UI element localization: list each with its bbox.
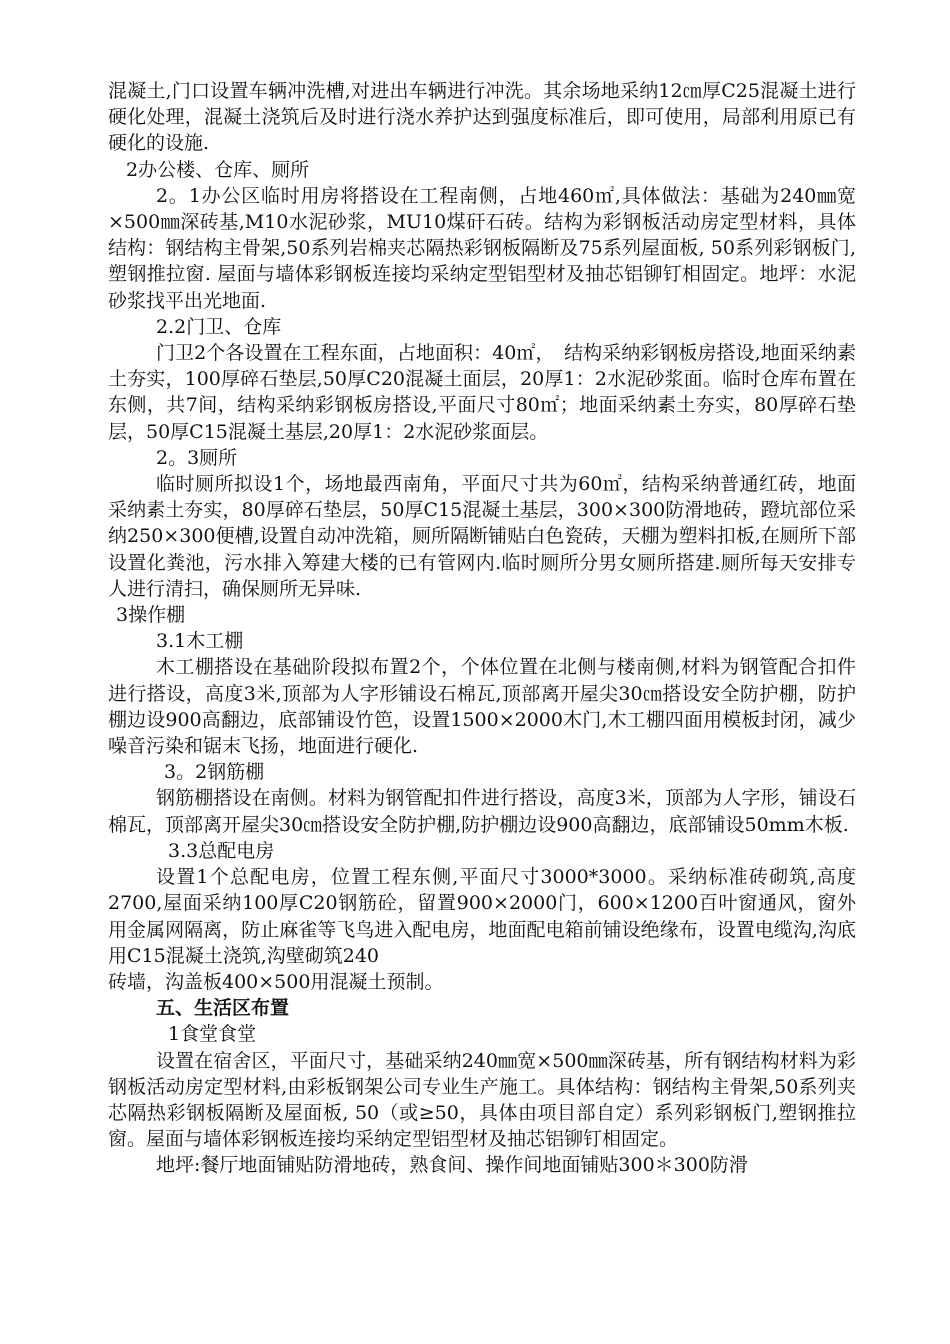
- heading-guardhouse-warehouse: 2.2门卫、仓库: [156, 315, 282, 338]
- heading-carpentry-shed: 3.1木工棚: [156, 630, 244, 653]
- heading-rebar-shed: 3。2钢筋棚: [164, 761, 265, 784]
- paragraph-office-area: 2。1办公区临时用房将搭设在工程南侧，占地460㎡,具体做法：基础为240㎜宽×500㎜深砖基,M10水泥砂浆，MU10煤矸石砖。结构为彩钢板活动房定型材料，具体结构：钢结构主骨架,50系列岩棉夹芯隔热彩钢板隔断及75系列屋面板, 50系列彩钢板门,塑钢推拉窗. 屋面与墙体彩钢板连接均采纳定型铝型材及抽芯铝铆钉相固定。地坪：水泥砂浆找平出光地面.: [108, 184, 856, 312]
- heading-power-room: 3.3总配电房: [168, 839, 275, 862]
- heading-work-sheds: 3操作棚: [116, 604, 186, 627]
- paragraph-guardhouse-warehouse: 门卫2个各设置在工程东面，占地面积：40㎡， 结构采纳彩钢板房搭设,地面采纳素土夯实，100厚碎石垫层,50厚C20混凝土面层，20厚1：2水泥砂浆面。临时仓库布置在东侧，共7间，结构采纳彩钢板房搭设,平面尺寸80㎡；地面采纳素土夯实，80厚碎石垫层，50厚C15混凝土基层,20厚1：2水泥砂浆面层。: [108, 342, 856, 443]
- paragraph-canteen: 设置在宿舍区，平面尺寸，基础采纳240㎜宽×500㎜深砖基，所有钢结构材料为彩钢板活动房定型材料,由彩板钢架公司专业生产施工。具体结构：钢结构主骨架,50系列夹芯隔热彩钢板隔断及屋面板, 50（或≥50，具体由项目部自定）系列彩钢板门,塑钢推拉窗。屋面与墙体彩钢板连接均采纳定型铝型材及抽芯铝铆钉相固定。: [108, 1049, 856, 1151]
- paragraph-carpentry-shed: 木工棚搭设在基础阶段拟布置2个，个体位置在北侧与楼南侧,材料为钢管配合扣件进行搭设，高度3米,顶部为人字形铺设石棉瓦,顶部离开屋尖30㎝搭设安全防护棚，防护棚边设900高翻边，底部铺设竹笆，设置1500×2000木门,木工棚四面用模板封闭，减少噪音污染和锯末飞扬，地面进行硬化.: [108, 656, 856, 758]
- paragraph-site-hardening: 混凝土,门口设置车辆冲洗槽,对进出车辆进行冲洗。其余场地采纳12㎝厚C25混凝土进行硬化处理，混凝土浇筑后及时进行浇水养护达到强度标准后，即可使用，局部利用原已有硬化的设施.: [108, 80, 856, 155]
- paragraph-power-room-continued: 砖墙，沟盖板400×500用混凝土预制。: [108, 970, 444, 993]
- paragraph-power-room: 设置1个总配电房，位置工程东侧,平面尺寸3000*3000。采纳标准砖砌筑,高度2700,屋面采纳100厚C20钢筋砼，留置900×2000门，600×1200百叶窗通风，窗外用金属网隔离，防止麻雀等飞鸟进入配电房，地面配电箱前铺设绝缘布，设置电缆沟,沟底用C15混凝土浇筑,沟壁砌筑240: [108, 866, 856, 967]
- section-heading-living-area: 五、生活区布置: [156, 997, 290, 1020]
- heading-canteen: 1食堂食堂: [168, 1023, 257, 1046]
- paragraph-rebar-shed: 钢筋棚搭设在南侧。材料为钢管配扣件进行搭设，高度3米，顶部为人字形，铺设石棉瓦，顶部离开屋尖30㎝搭设安全防护棚,防护棚边设900高翻边，底部铺设50mm木板.: [108, 787, 856, 836]
- document-body: [108, 78, 856, 1179]
- paragraph-canteen-floor: 地坪:餐厅地面铺贴防滑地砖，熟食间、操作间地面铺贴300＊300防滑: [156, 1154, 748, 1177]
- heading-office-warehouse-toilet: 2办公楼、仓库、厕所: [126, 158, 310, 181]
- heading-toilet: 2。3厕所: [156, 446, 238, 469]
- paragraph-toilet: 临时厕所拟设1个，场地最西南角，平面尺寸共为60㎡，结构采纳普通红砖，地面采纳素土夯实，80厚碎石垫层，50厚C15混凝土基层，300×300防滑地砖，蹬坑部位采纳250×300便槽,设置自动冲洗箱，厕所隔断铺贴白色瓷砖，天棚为塑料扣板,在厕所下部设置化粪池，污水排入筹建大楼的已有管网内.临时厕所分男女厕所搭建.厕所每天安排专人进行清扫，确保厕所无异味.: [108, 473, 856, 600]
